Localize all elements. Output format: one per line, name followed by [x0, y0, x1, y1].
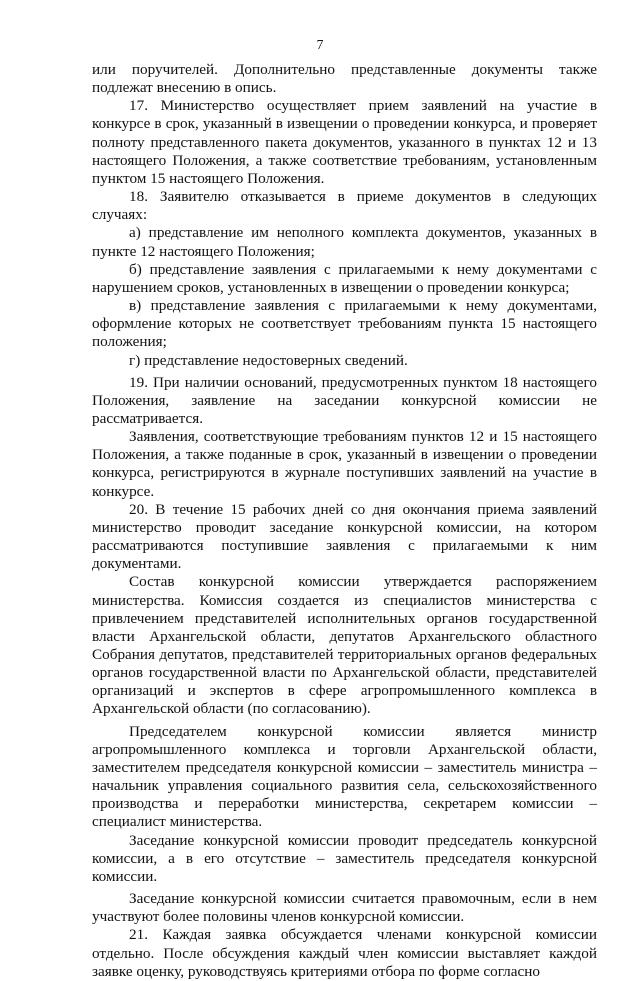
paragraph-continuation: или поручителей. Дополнительно представленные документы также подлежат внесению в опись. [92, 61, 597, 97]
paragraph-19-applications: Заявления, соответствующие требованиям пунктов 12 и 15 настоящего Положения, а также поданные в срок, указанный в извещении о проведении конкурса, регистрируются в журнале поступивших заявлений на участие в конкурсе. [92, 428, 597, 500]
paragraph-20: 20. В течение 15 рабочих дней со дня окончания приема заявлений министерство проводит заседание конкурсной комиссии, на котором рассматриваются поступившие заявления с прилагаемыми к ним документами. [92, 500, 597, 573]
paragraph-19: 19. При наличии оснований, предусмотренных пунктом 18 настоящего Положения, заявление на заседании конкурсной комиссии не рассматривается. [92, 373, 597, 427]
paragraph-20-commission-composition: Состав конкурсной комиссии утверждается распоряжением министерства. Комиссия создается из специалистов министерства с привлечением представителей исполнительных органов государственной власти Архангельской области, депутатов Архангельского областного Собрания депутатов, представителей территориальных органов федеральных органов государственной власти по Архангельской области, представителей организаций и экспертов в сфере агропромышленного комплекса в Архангельской области (по согласованию). [92, 573, 597, 718]
paragraph-20-chairman: Председателем конкурсной комиссии является министр агропромышленного комплекса и торговли Архангельской области, заместителем председателя конкурсной комиссии – заместитель министра – начальник управления социального развития села, сельскохозяйственного производства и переработки министерства, секретарем комиссии – специалист министерства. [92, 722, 597, 831]
paragraph-18-v: в) представление заявления с прилагаемыми к нему документами, оформление которых не соответствует требованиям пункта 15 настоящего положения; [92, 297, 597, 351]
paragraph-18: 18. Заявителю отказывается в приеме документов в следующих случаях: [92, 188, 597, 224]
page-number: 7 [316, 37, 324, 52]
paragraph-18-g: г) представление недостоверных сведений. [129, 351, 408, 369]
paragraph-18-a: а) представление им неполного комплекта документов, указанных в пункте 12 настоящего Положения; [92, 224, 597, 260]
paragraph-20-meeting-chair: Заседание конкурсной комиссии проводит председатель конкурсной комиссии, а в его отсутствие – заместитель председателя конкурсной комиссии. [92, 831, 597, 885]
paragraph-20-quorum: Заседание конкурсной комиссии считается правомочным, если в нем участвуют более половины членов конкурсной комиссии. [92, 890, 597, 926]
paragraph-17: 17. Министерство осуществляет прием заявлений на участие в конкурсе в срок, указанный в извещении о проведении конкурса, и проверяет полноту представленного пакета документов, указанного в пунктах 12 и 13 настоящего Положения, а также соответствие требованиям, установленным пунктом 15 настоящего Положения. [92, 97, 597, 187]
paragraph-21: 21. Каждая заявка обсуждается членами конкурсной комиссии отдельно. После обсуждения каждый член комиссии выставляет каждой заявке оценку, руководствуясь критериями отбора по форме согласно [92, 926, 597, 980]
document-body [92, 61, 597, 981]
paragraph-18-b: б) представление заявления с прилагаемыми к нему документами с нарушением сроков, установленных в извещении о проведении конкурса; [92, 260, 597, 296]
